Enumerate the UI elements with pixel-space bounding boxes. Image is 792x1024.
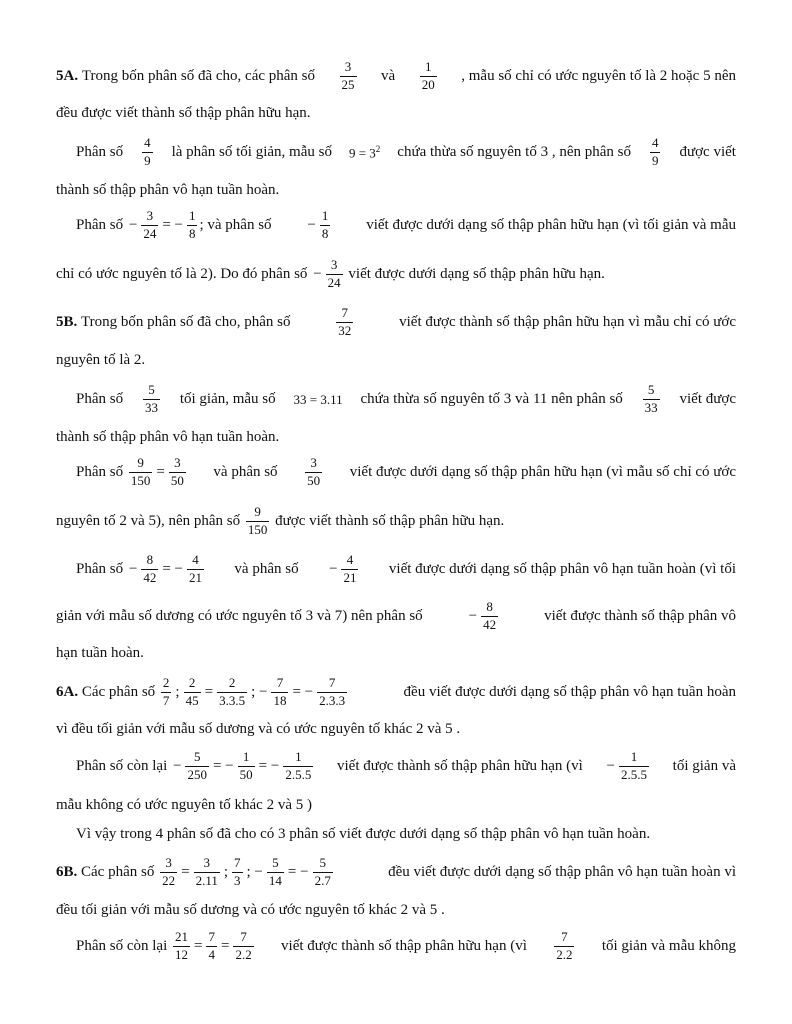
text: đều tối giản với mẫu số dương và có ước nguyên tố khác 2 và 5 . bbox=[56, 902, 445, 918]
text: tối giản và bbox=[672, 758, 736, 775]
p5b-line-5: Phân số $\frac{9}{150}$ = $\frac{3}{50}$ và phân số $\frac{3}{50}$ viết được dưới dạng số thập phân hữu hạn (vì mẫu số chỉ có ước bbox=[76, 455, 736, 488]
section-label: 6B. bbox=[56, 864, 78, 881]
fraction: $\frac{2}{3.3.5}$ bbox=[219, 675, 246, 708]
text: Phân số bbox=[76, 144, 124, 161]
fraction: $\frac{4}{21}$ bbox=[188, 552, 202, 585]
text: thành số thập phân vô hạn tuần hoàn. bbox=[56, 182, 280, 198]
text: thành số thập phân vô hạn tuần hoàn. bbox=[56, 429, 280, 445]
text: viết được thành số thập phân hữu hạn (vì bbox=[281, 938, 527, 955]
p5b-line-7: Phân số − $\frac{8}{42}$ = − $\frac{4}{21}$ và phân số − $\frac{4}{21}$ viết được dưới dạng số thập phân vô hạn tuần hoàn (vì tối bbox=[76, 552, 736, 585]
text: , mẫu số chỉ có ước nguyên tố là 2 hoặc 5 nên bbox=[461, 68, 736, 85]
text: được viết bbox=[679, 144, 736, 161]
fraction: $\frac{7}{2.3.3}$ bbox=[319, 675, 346, 708]
text: Phân số còn lại bbox=[76, 938, 168, 955]
fraction: $\frac{1}{8}$ bbox=[188, 208, 196, 241]
p5a-line-3 bbox=[76, 136, 736, 169]
math-expression: $9 = 3^2$ bbox=[348, 143, 381, 161]
text: Các phân số bbox=[81, 684, 156, 701]
p5a-line-5: Phân số − $\frac{3}{24}$ = − $\frac{1}{8}$ ; và phân số − $\frac{1}{8}$ viết được dưới dạng số thập phân hữu hạn (vì tối giản và mẫu bbox=[76, 208, 736, 241]
fraction: $\frac{21}{12}$ bbox=[175, 929, 188, 962]
fraction: $\frac{7}{32}$ bbox=[338, 305, 352, 338]
text: đều viết được dưới dạng số thập phân vô hạn tuần hoàn vì bbox=[388, 864, 736, 881]
p5a-line-6: chỉ có ước nguyên tố là 2). Do đó phân số − $\frac{3}{24}$ viết được dưới dạng số thập phân hữu hạn. bbox=[56, 257, 605, 290]
p6b-line-1: 6B. Các phân số $\frac{3}{22}$ = $\frac{3}{2.11}$ ; $\frac{7}{3}$ ; − $\frac{5}{14}$ = − $\frac{5}{2.7}$ đều viết được dưới dạng số thập phân vô hạn tuần hoàn vì bbox=[56, 855, 736, 888]
text: ; và phân số bbox=[199, 217, 272, 234]
text: Phân số bbox=[76, 464, 124, 481]
fraction: $\frac{5}{2.7}$ bbox=[314, 855, 331, 888]
text: Phân số còn lại bbox=[76, 758, 168, 775]
fraction: $\frac{7}{4}$ bbox=[208, 929, 215, 962]
text: đều được viết thành số thập phân hữu hạn. bbox=[56, 105, 311, 121]
p6a-line-3: Phân số còn lại − $\frac{5}{250}$ = − $\frac{1}{50}$ = − $\frac{1}{2.5.5}$ viết được thành số thập phân hữu hạn (vì − $\frac{1}{2.5.5}$ tối giản và bbox=[76, 749, 736, 782]
fraction: $\frac{3}{22}$ bbox=[162, 855, 176, 888]
text: và phân số bbox=[213, 464, 278, 481]
text: Phân số bbox=[76, 217, 124, 234]
p6b-line-2 bbox=[56, 901, 736, 919]
p5a-line-1 bbox=[56, 60, 736, 93]
fraction: $\frac{1}{20}$ bbox=[421, 59, 435, 92]
fraction: $\frac{1}{50}$ bbox=[239, 749, 253, 782]
text: viết được dưới dạng số thập phân hữu hạn. bbox=[348, 266, 605, 283]
fraction: $\frac{1}{2.5.5}$ bbox=[285, 749, 312, 782]
fraction: $\frac{7}{2.2}$ bbox=[235, 929, 252, 962]
fraction: $\frac{2}{7}$ bbox=[162, 675, 170, 708]
fraction: $\frac{8}{42}$ bbox=[143, 552, 157, 585]
p5a-line-2 bbox=[56, 104, 736, 122]
fraction: $\frac{1}{2.5.5}$ bbox=[620, 749, 647, 782]
text: chứa thừa số nguyên tố 3 và 11 nên phân số bbox=[360, 391, 623, 408]
fraction: $\frac{1}{8}$ bbox=[321, 208, 329, 241]
fraction: $\frac{3}{2.11}$ bbox=[195, 855, 218, 888]
p5b-line-2 bbox=[56, 351, 736, 369]
text: Các phân số bbox=[81, 864, 155, 881]
text: Trong bốn phân số đã cho, các phân số bbox=[81, 68, 316, 85]
fraction: $\frac{4}{9}$ bbox=[651, 135, 659, 168]
text: Trong bốn phân số đã cho, phân số bbox=[81, 314, 291, 331]
fraction: $\frac{3}{50}$ bbox=[170, 455, 184, 488]
text: nguyên tố là 2. bbox=[56, 352, 146, 368]
fraction: $\frac{7}{2.2}$ bbox=[556, 929, 573, 962]
p5b-line-9 bbox=[56, 644, 736, 662]
p6a-line-1: 6A. Các phân số $\frac{2}{7}$ ; $\frac{2}{45}$ = $\frac{2}{3.3.5}$ ; − $\frac{7}{18}$ = − $\frac{7}{2.3.3}$ đều viết được dưới dạng số thập phân vô hạn tuần hoàn bbox=[56, 675, 736, 708]
fraction: $\frac{2}{45}$ bbox=[185, 675, 199, 708]
fraction: $\frac{9}{150}$ bbox=[247, 504, 268, 537]
p5b-line-6 bbox=[56, 505, 736, 538]
text: giản với mẫu số dương có ước nguyên tố 3 và 7) nên phân số bbox=[56, 608, 423, 625]
fraction: $\frac{9}{150}$ bbox=[130, 455, 151, 488]
text: và phân số bbox=[234, 561, 299, 578]
text: nguyên tố 2 và 5), nên phân số bbox=[56, 513, 241, 530]
text: là phân số tối giản, mẫu số bbox=[171, 144, 332, 161]
section-label: 5A. bbox=[56, 68, 79, 85]
p6a-line-4 bbox=[56, 796, 736, 814]
fraction: $\frac{5}{250}$ bbox=[187, 749, 207, 782]
text: chứa thừa số nguyên tố 3 , nên phân số bbox=[397, 144, 631, 161]
text: viết được thành số thập phân hữu hạn vì mẫu chỉ có ước bbox=[399, 314, 736, 331]
fraction: $\frac{5}{14}$ bbox=[268, 855, 282, 888]
text: viết được thành số thập phân hữu hạn (vì bbox=[337, 758, 583, 775]
text: viết được bbox=[679, 391, 736, 408]
p5b-line-4 bbox=[56, 428, 736, 446]
p6b-line-3: Phân số còn lại $\frac{21}{12}$ = $\frac{7}{4}$ = $\frac{7}{2.2}$ viết được thành số thập phân hữu hạn (vì $\frac{7}{2.2}$ tối giản và mẫu không bbox=[76, 929, 736, 962]
text: viết được thành số thập phân vô bbox=[544, 608, 736, 625]
section-label: 5B. bbox=[56, 314, 78, 331]
fraction: $\frac{4}{9}$ bbox=[144, 135, 151, 168]
text: Vì vậy trong 4 phân số đã cho có 3 phân số viết được dưới dạng số thập phân vô hạn tuần hoàn. bbox=[76, 826, 651, 842]
fraction: $\frac{3}{50}$ bbox=[307, 455, 321, 488]
p6a-line-5 bbox=[76, 825, 736, 843]
text: Phân số bbox=[76, 561, 124, 578]
text: đều viết được dưới dạng số thập phân vô hạn tuần hoàn bbox=[403, 684, 736, 701]
text: và bbox=[381, 68, 396, 85]
p5b-line-3 bbox=[76, 383, 736, 416]
fraction: $\frac{3}{24}$ bbox=[143, 208, 157, 241]
text: vì đều tối giản với mẫu số dương và có ước nguyên tố khác 2 và 5 . bbox=[56, 721, 461, 737]
fraction: $\frac{5}{33}$ bbox=[144, 382, 158, 415]
p5a-line-4 bbox=[56, 181, 736, 199]
text: mẫu không có ước nguyên tố khác 2 và 5 ) bbox=[56, 797, 312, 813]
text: tối giản và mẫu không bbox=[601, 938, 736, 955]
fraction: $\frac{8}{42}$ bbox=[483, 599, 497, 632]
text: Phân số bbox=[76, 391, 124, 408]
section-label: 6A. bbox=[56, 684, 79, 701]
fraction: $\frac{7}{3}$ bbox=[234, 855, 241, 888]
fraction: $\frac{3}{24}$ bbox=[327, 257, 341, 290]
p5b-line-1 bbox=[56, 306, 736, 339]
text: tối giản, mẫu số bbox=[179, 391, 276, 408]
text: được viết thành số thập phân hữu hạn. bbox=[275, 513, 505, 530]
fraction: $\frac{4}{21}$ bbox=[343, 552, 357, 585]
text: hạn tuần hoàn. bbox=[56, 645, 144, 661]
p6a-line-2 bbox=[56, 720, 736, 738]
fraction: $\frac{5}{33}$ bbox=[644, 382, 658, 415]
fraction: $\frac{7}{18}$ bbox=[273, 675, 287, 708]
text: chỉ có ước nguyên tố là 2). Do đó phân số bbox=[56, 266, 308, 283]
text: viết được dưới dạng số thập phân vô hạn tuần hoàn (vì tối bbox=[388, 561, 736, 578]
fraction: $\frac{3}{25}$ bbox=[341, 59, 355, 92]
math-expression: 33 = 3.11 bbox=[293, 391, 343, 407]
text: viết được dưới dạng số thập phân hữu hạn (vì mẫu số chỉ có ước bbox=[349, 464, 736, 481]
p5b-line-8: giản với mẫu số dương có ước nguyên tố 3 và 7) nên phân số − $\frac{8}{42}$ viết được thành số thập phân vô bbox=[56, 599, 736, 632]
text: viết được dưới dạng số thập phân hữu hạn (vì tối giản và mẫu bbox=[366, 217, 736, 234]
